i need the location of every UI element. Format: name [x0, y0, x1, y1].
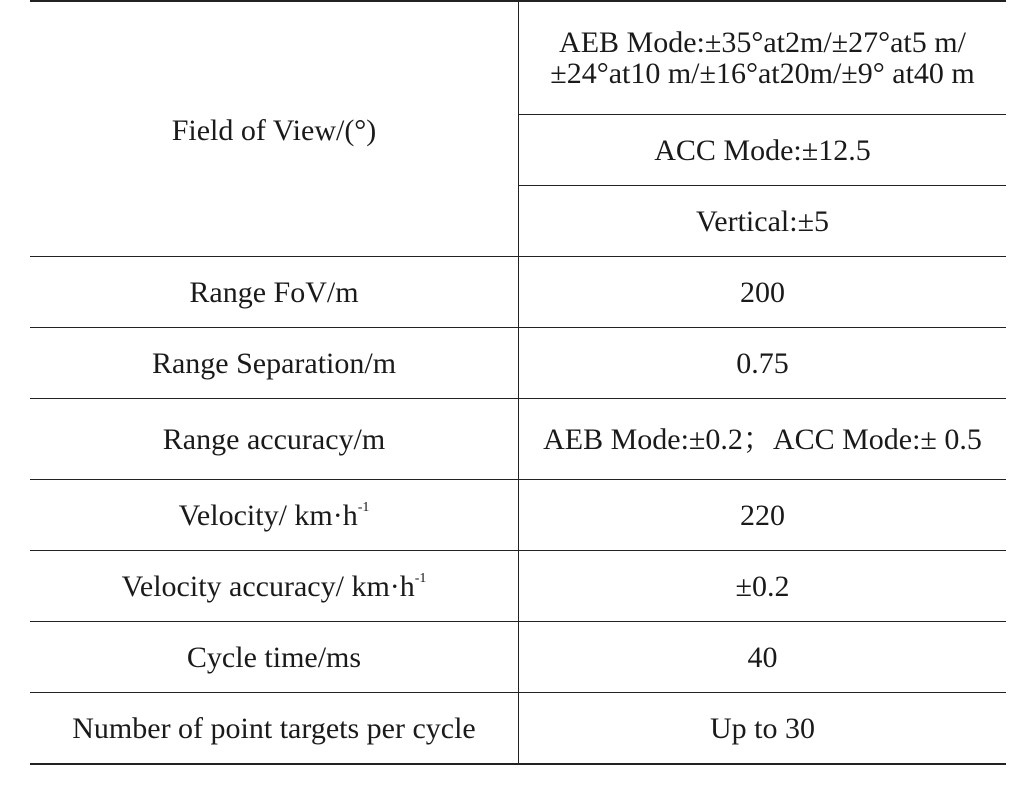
- param-point-targets: Number of point targets per cycle: [30, 693, 519, 765]
- table-row: [30, 551, 1006, 622]
- radar-spec-table: [30, 0, 1006, 765]
- value-fov-aeb-mode: AEB Mode:±35°at2m/±27°at5 m/±24°at10 m/±16°at20m/±9° at40 m: [519, 1, 1007, 115]
- value-fov-vertical: Vertical:±5: [519, 186, 1007, 257]
- table-row: [30, 622, 1006, 693]
- param-cycle-time: Cycle time/ms: [30, 622, 519, 693]
- table-row: [30, 693, 1006, 765]
- param-velocity-accuracy: [30, 551, 519, 622]
- value-point-targets: Up to 30: [519, 693, 1007, 765]
- value-fov-acc-mode: ACC Mode:±12.5: [519, 115, 1007, 186]
- param-velocity-exponent: -1: [357, 499, 370, 515]
- param-velocity-label: Velocity/ km·h: [178, 498, 358, 532]
- value-range-accuracy: AEB Mode:±0.2；ACC Mode:± 0.5: [519, 399, 1007, 480]
- value-cycle-time: 40: [519, 622, 1007, 693]
- table-row: [30, 480, 1006, 551]
- param-range-accuracy: Range accuracy/m: [30, 399, 519, 480]
- table-row: [30, 257, 1006, 328]
- value-range-fov: 200: [519, 257, 1007, 328]
- param-velocity: [30, 480, 519, 551]
- value-velocity: 220: [519, 480, 1007, 551]
- param-velocity-accuracy-label: Velocity accuracy/ km·h: [121, 569, 415, 603]
- value-range-separation: 0.75: [519, 328, 1007, 399]
- table-row: [30, 1, 1006, 115]
- param-range-separation: Range Separation/m: [30, 328, 519, 399]
- param-range-fov: Range FoV/m: [30, 257, 519, 328]
- value-velocity-accuracy: ±0.2: [519, 551, 1007, 622]
- param-velocity-accuracy-exponent: -1: [414, 570, 427, 586]
- table-row: [30, 399, 1006, 480]
- table-row: [30, 328, 1006, 399]
- param-field-of-view: Field of View/(°): [30, 1, 519, 257]
